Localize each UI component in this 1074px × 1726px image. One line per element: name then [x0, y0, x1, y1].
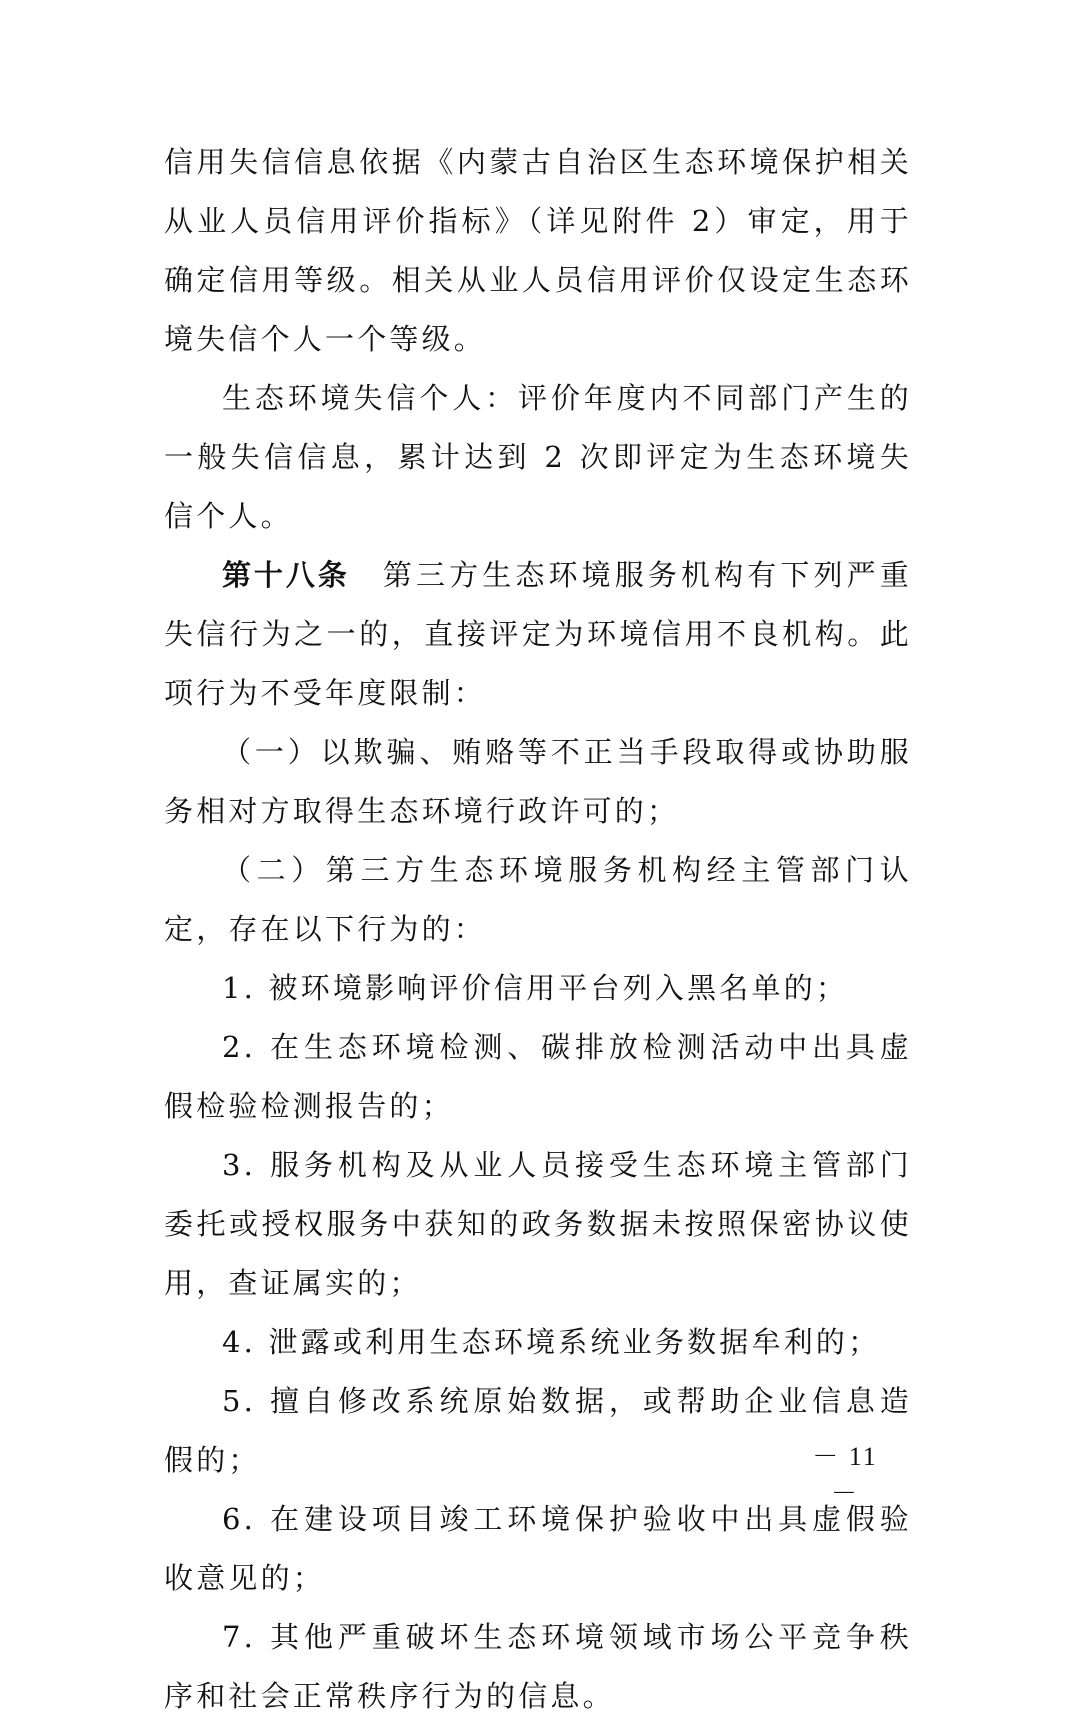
paragraph-text: 信用失信信息依据《内蒙古自治区生态环境保护相关从业人员信用评价指标》（详见附件 2）审定，用于确定信用等级。相关从业人员信用评价仅设定生态环境失信个人一个等级。	[164, 145, 912, 356]
paragraph-text: 7. 其他严重破坏生态环境领域市场公平竞争秩序和社会正常秩序行为的信息。	[164, 1620, 912, 1713]
article-heading: 第十八条	[222, 558, 350, 592]
paragraph-article-18	[164, 546, 912, 723]
page-number: － 11 －	[812, 1442, 878, 1508]
paragraph-text: （一）以欺骗、贿赂等不正当手段取得或协助服务相对方取得生态环境行政许可的；	[164, 735, 912, 828]
paragraph-text: 3. 服务机构及从业人员接受生态环境主管部门委托或授权服务中获知的政务数据未按照保密协议使用，查证属实的；	[164, 1148, 912, 1300]
paragraph-text: 第三方生态环境服务机构有下列严重失信行为之一的，直接评定为环境信用不良机构。此项行为不受年度限制：	[164, 558, 912, 710]
paragraph-text: （二）第三方生态环境服务机构经主管部门认定，存在以下行为的：	[164, 853, 912, 946]
paragraph-text: 生态环境失信个人：评价年度内不同部门产生的一般失信信息，累计达到 2 次即评定为生态环境失信个人。	[164, 381, 912, 533]
list-item-4	[164, 1313, 912, 1372]
list-item-1	[164, 959, 912, 1018]
paragraph-text: 6. 在建设项目竣工环境保护验收中出具虚假验收意见的；	[164, 1502, 912, 1595]
paragraph-item-2	[164, 841, 912, 959]
paragraph-dishonest-individual	[164, 369, 912, 546]
paragraph-item-1	[164, 723, 912, 841]
paragraph-text: 2. 在生态环境检测、碳排放检测活动中出具虚假检验检测报告的；	[164, 1030, 912, 1123]
list-item-7	[164, 1608, 912, 1726]
paragraph-credit-info	[164, 133, 912, 369]
list-item-3	[164, 1136, 912, 1313]
paragraph-text: 5. 擅自修改系统原始数据，或帮助企业信息造假的；	[164, 1384, 912, 1477]
paragraph-text: 4. 泄露或利用生态环境系统业务数据牟利的；	[222, 1325, 881, 1359]
list-item-2	[164, 1018, 912, 1136]
paragraph-text: 1. 被环境影响评价信用平台列入黑名单的；	[222, 971, 849, 1005]
